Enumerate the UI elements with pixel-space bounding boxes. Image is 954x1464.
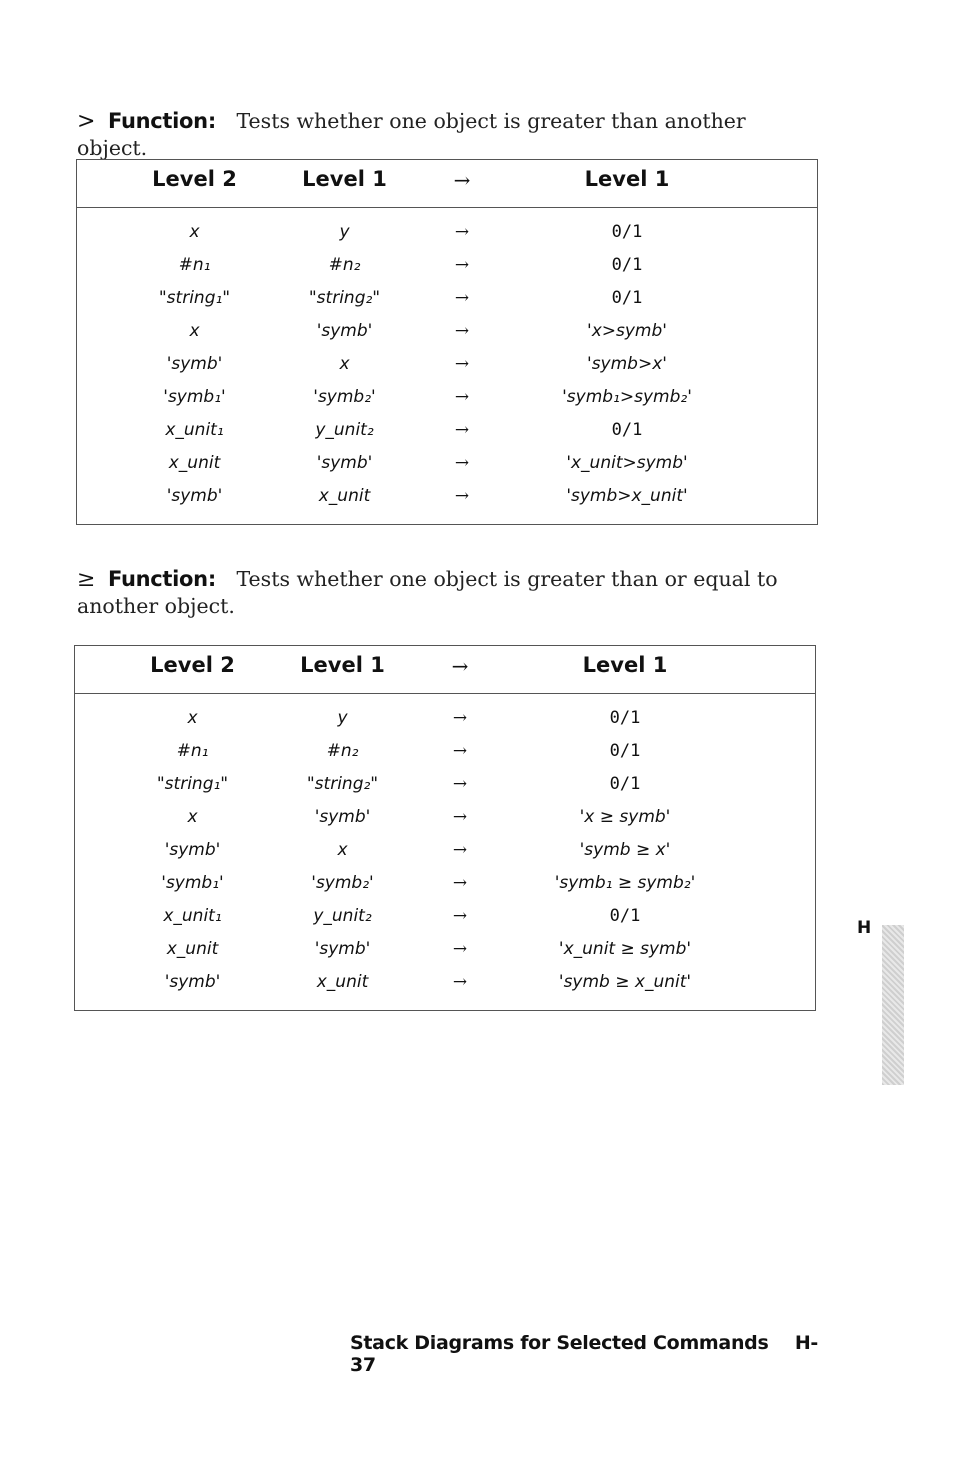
header-level-2: Level 2 — [152, 167, 237, 191]
arrow-cell: → — [454, 321, 470, 341]
result-cell: 'x ≥ symb' — [579, 807, 671, 827]
arrow-cell: → — [452, 774, 468, 794]
function-symbol: ≥ — [77, 567, 96, 592]
result-cell: 'symb₁>symb₂' — [562, 387, 692, 407]
table-row — [75, 772, 815, 805]
level-2-cell: 'symb' — [164, 840, 221, 860]
result-cell: 0/1 — [609, 906, 641, 926]
level-2-cell: #n₁ — [178, 255, 211, 275]
result-cell: 0/1 — [611, 420, 643, 440]
section-greater-equal-heading — [77, 566, 817, 620]
header-level-2: Level 2 — [150, 653, 235, 677]
level-1-cell: 'symb' — [316, 453, 373, 473]
function-label: Function: — [107, 109, 216, 133]
level-2-cell: #n₁ — [176, 741, 209, 761]
level-2-cell: x — [187, 807, 198, 827]
arrow-cell: → — [452, 741, 468, 761]
arrow-cell: → — [452, 972, 468, 992]
footer-title: Stack Diagrams for Selected Commands — [350, 1332, 769, 1354]
arrow-cell: → — [454, 486, 470, 506]
table-row — [77, 319, 817, 352]
arrow-cell: → — [454, 420, 470, 440]
result-cell: 'symb>x_unit' — [566, 486, 688, 506]
level-2-cell: 'symb₁' — [161, 873, 224, 893]
level-1-cell: "string₂" — [308, 288, 381, 308]
header-arrow: → — [453, 168, 471, 192]
level-2-cell: 'symb' — [164, 972, 221, 992]
result-cell: 0/1 — [611, 255, 643, 275]
header-level-1-result: Level 1 — [582, 653, 668, 677]
table-row — [77, 484, 817, 517]
level-1-cell: 'symb' — [314, 807, 371, 827]
table-row — [77, 385, 817, 418]
table-row — [75, 739, 815, 772]
level-1-cell: y_unit₂ — [315, 420, 374, 440]
result-cell: 'symb ≥ x' — [579, 840, 671, 860]
level-2-cell: x_unit₁ — [163, 906, 222, 926]
table-row — [75, 904, 815, 937]
arrow-cell: → — [452, 708, 468, 728]
stack-diagram-table-greater-equal — [74, 645, 816, 1011]
table-row — [77, 352, 817, 385]
level-2-cell: x — [189, 222, 200, 242]
table-row — [75, 706, 815, 739]
result-cell: 'x_unit>symb' — [566, 453, 688, 473]
table-row — [77, 451, 817, 484]
result-cell: 0/1 — [609, 774, 641, 794]
table-row — [75, 838, 815, 871]
level-1-cell: 'symb₂' — [311, 873, 374, 893]
header-level-1-input: Level 1 — [302, 167, 387, 191]
table-row — [77, 253, 817, 286]
arrow-cell: → — [454, 255, 470, 275]
table-header — [75, 646, 815, 694]
result-cell: 'symb ≥ x_unit' — [558, 972, 692, 992]
level-2-cell: x_unit — [168, 453, 221, 473]
table-row — [75, 937, 815, 970]
function-description: Tests whether one object is greater than another object. — [77, 109, 746, 160]
arrow-cell: → — [452, 873, 468, 893]
arrow-cell: → — [454, 453, 470, 473]
level-1-cell: x — [339, 354, 350, 374]
header-arrow: → — [451, 654, 469, 678]
level-1-cell: #n₂ — [326, 741, 359, 761]
stack-diagram-table-greater-than — [76, 159, 818, 525]
arrow-cell: → — [454, 288, 470, 308]
level-1-cell: #n₂ — [328, 255, 361, 275]
table-row — [75, 871, 815, 904]
level-1-cell: x_unit — [318, 486, 371, 506]
table-row — [75, 970, 815, 1003]
page-number: H-37 — [350, 1332, 819, 1376]
function-symbol: > — [77, 109, 96, 134]
level-1-cell: y — [339, 222, 350, 242]
level-2-cell: x_unit — [166, 939, 219, 959]
result-cell: 'x_unit ≥ symb' — [558, 939, 692, 959]
arrow-cell: → — [452, 840, 468, 860]
table-row — [77, 220, 817, 253]
arrow-cell: → — [454, 354, 470, 374]
function-description: Tests whether one object is greater than or equal to another object. — [77, 567, 778, 618]
level-1-cell: 'symb' — [316, 321, 373, 341]
level-2-cell: 'symb' — [166, 486, 223, 506]
function-label: Function: — [107, 567, 216, 591]
arrow-cell: → — [452, 807, 468, 827]
level-2-cell: 'symb' — [166, 354, 223, 374]
level-2-cell: 'symb₁' — [163, 387, 226, 407]
level-1-cell: y_unit₂ — [313, 906, 372, 926]
chapter-tab-letter: H — [857, 918, 872, 938]
level-1-cell: "string₂" — [306, 774, 379, 794]
result-cell: 'symb>x' — [587, 354, 667, 374]
level-1-cell: x_unit — [316, 972, 369, 992]
arrow-cell: → — [452, 906, 468, 926]
result-cell: 'symb₁ ≥ symb₂' — [554, 873, 696, 893]
table-header — [77, 160, 817, 208]
table-row — [75, 805, 815, 838]
arrow-cell: → — [452, 939, 468, 959]
level-1-cell: y — [337, 708, 348, 728]
result-cell: 0/1 — [609, 708, 641, 728]
arrow-cell: → — [454, 387, 470, 407]
level-2-cell: "string₁" — [158, 288, 231, 308]
level-2-cell: "string₁" — [156, 774, 229, 794]
header-level-1-input: Level 1 — [300, 653, 385, 677]
chapter-tab-band — [882, 925, 904, 1085]
level-2-cell: x_unit₁ — [165, 420, 224, 440]
arrow-cell: → — [454, 222, 470, 242]
level-1-cell: x — [337, 840, 348, 860]
level-1-cell: 'symb' — [314, 939, 371, 959]
level-2-cell: x — [189, 321, 200, 341]
result-cell: 'x>symb' — [587, 321, 667, 341]
page-footer — [350, 1332, 820, 1376]
table-row — [77, 418, 817, 451]
table-row — [77, 286, 817, 319]
level-2-cell: x — [187, 708, 198, 728]
result-cell: 0/1 — [611, 288, 643, 308]
result-cell: 0/1 — [611, 222, 643, 242]
level-1-cell: 'symb₂' — [313, 387, 376, 407]
result-cell: 0/1 — [609, 741, 641, 761]
section-greater-than-heading — [77, 108, 817, 162]
header-level-1-result: Level 1 — [584, 167, 670, 191]
